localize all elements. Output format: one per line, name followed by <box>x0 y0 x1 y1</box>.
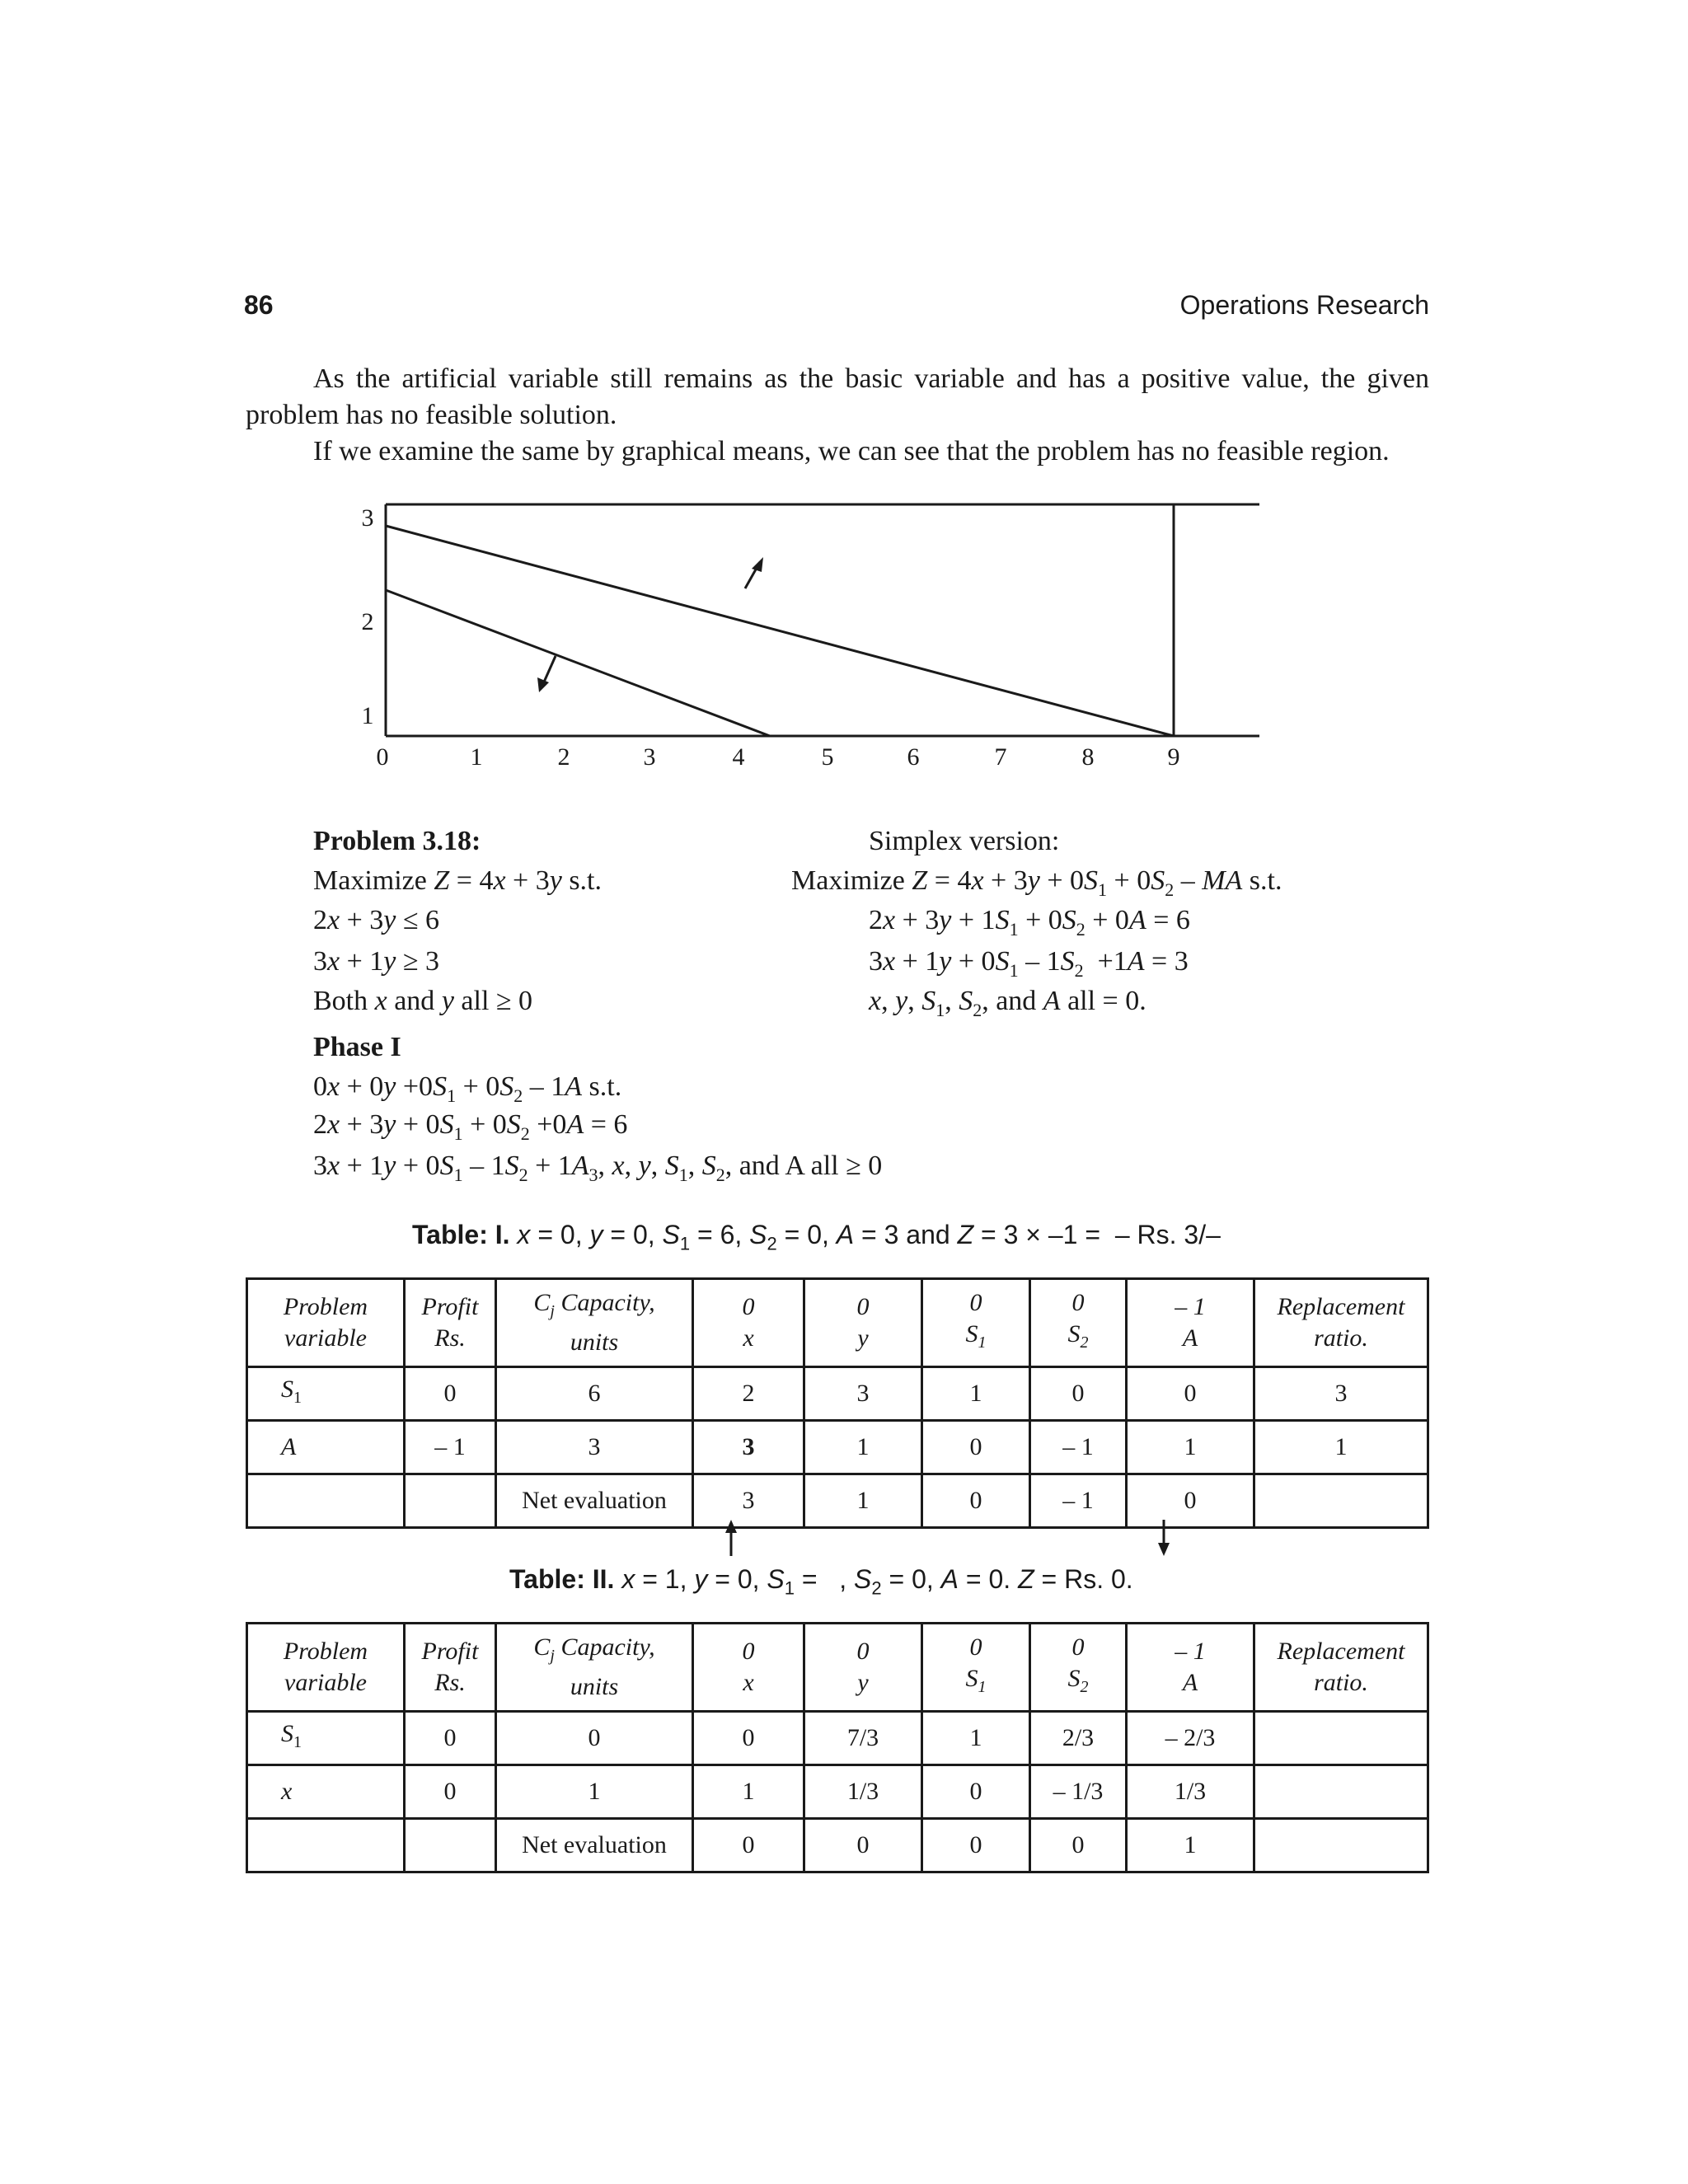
table-cell: 0 <box>405 1712 496 1765</box>
table-cell: – 2/3 <box>1127 1712 1254 1765</box>
y-tick: 2 <box>361 608 374 635</box>
y-tick: 3 <box>361 504 374 532</box>
table-cell: 1/3 <box>1127 1765 1254 1819</box>
table-row <box>247 1819 1428 1872</box>
phase-line-3: $3x + 1y + 0S_1 - 1S_2 + 1A_3$, x, y, $S_1$, $S_2$, and A all ≥ 0 <box>313 1151 883 1185</box>
entering-arrow-icon <box>725 1520 737 1533</box>
header-cell: 0 $S_1$ <box>922 1624 1030 1712</box>
x-tick: 8 <box>1081 743 1095 771</box>
header-cell: Profit Rs. <box>405 1279 496 1367</box>
table-cell: 0 <box>922 1819 1030 1872</box>
table-cell: – 1/3 <box>1030 1765 1127 1819</box>
table-2-caption: Table: II. x = 1, y = 0, $S_1$ = , $S_2 = 0$, A = 0. Z = Rs. 0. <box>509 1564 1133 1599</box>
table-cell: 0 <box>1030 1819 1127 1872</box>
table-cell: 1 <box>1127 1421 1254 1474</box>
table-cell: 0 <box>693 1819 804 1872</box>
header-cell: 0 x <box>693 1624 804 1712</box>
x-tick: 4 <box>732 743 745 771</box>
pivot-cell: 3 <box>693 1421 804 1474</box>
x-tick: 5 <box>821 743 834 771</box>
table-cell: 2/3 <box>1030 1712 1127 1765</box>
table-cell: Net evaluation <box>496 1819 693 1872</box>
constraint-line-1 <box>386 526 1174 736</box>
problem-constraint-1: 2x + 3y ≤ 6 <box>313 905 440 935</box>
feasibility-graph <box>0 0 1688 791</box>
table-cell: 2 <box>693 1367 804 1421</box>
arrow-down-icon <box>537 677 549 692</box>
header-cell: 0 x <box>693 1279 804 1367</box>
x-tick: 7 <box>994 743 1007 771</box>
table-cell: 3 <box>1254 1367 1428 1421</box>
header-cell: 0 $S_2$ <box>1030 1279 1127 1367</box>
table-cell: 0 <box>1030 1367 1127 1421</box>
table-cell: 1 <box>1254 1421 1428 1474</box>
table-cell: – 1 <box>1030 1421 1127 1474</box>
phase-line-1: $0x + 0y +0S_1 + 0S_2 - 1A$ s.t. <box>313 1071 622 1106</box>
table-row <box>247 1712 1428 1765</box>
phase-title: Phase I <box>313 1032 401 1062</box>
table-cell: 0 <box>405 1367 496 1421</box>
x-tick: 0 <box>376 743 389 771</box>
leaving-arrow-icon <box>1158 1543 1170 1556</box>
table-cell <box>247 1819 405 1872</box>
table-header-row <box>247 1624 1428 1712</box>
table-cell: 0 <box>922 1765 1030 1819</box>
table-cell: 0 <box>496 1712 693 1765</box>
table-cell: 0 <box>804 1819 922 1872</box>
table-cell: 1 <box>922 1367 1030 1421</box>
table-row <box>247 1421 1428 1474</box>
table-cell: 1 <box>804 1474 922 1528</box>
table-cell: 0 <box>922 1421 1030 1474</box>
problem-nonnegativity: Both x and y all ≥ 0 <box>313 986 533 1016</box>
table-cell: 7/3 <box>804 1712 922 1765</box>
simplex-table-1 <box>246 1277 1429 1529</box>
problem-objective: Maximize Z = 4x + 3y s.t. <box>313 865 603 896</box>
x-tick: 6 <box>907 743 920 771</box>
header-cell: – 1 A <box>1127 1624 1254 1712</box>
table-cell: x <box>247 1765 405 1819</box>
header-cell: $C_j$ Capacity, units <box>496 1279 693 1367</box>
simplex-constraint-1: $2x + 3y + 1S_1 + 0S_2 + 0A = 6$ <box>869 905 1190 940</box>
phase-line-2: $2x + 3y + 0S_1 + 0S_2 +0A = 6$ <box>313 1109 628 1144</box>
table-cell: 0 <box>922 1474 1030 1528</box>
simplex-table-2 <box>246 1622 1429 1873</box>
table-cell: 1 <box>693 1765 804 1819</box>
intro-paragraph-1: As the artificial variable still remains as the basic variable and has a positive value, the given problem has no feasible solution. <box>246 363 1429 430</box>
table-cell: – 1 <box>1030 1474 1127 1528</box>
header-cell: – 1 A <box>1127 1279 1254 1367</box>
table-row <box>247 1765 1428 1819</box>
table-1-caption: Table: I. x = 0, y = 0, $S_1 = 6$, $S_2 = 0$, A = 3 and Z = 3 × –1 = – Rs. 3/– <box>412 1220 1221 1254</box>
header-cell: 0 y <box>804 1279 922 1367</box>
table-cell: 0 <box>1127 1474 1254 1528</box>
pivot-arrows <box>0 1516 1688 1566</box>
header-cell: 0 $S_1$ <box>922 1279 1030 1367</box>
table-cell: 0 <box>693 1712 804 1765</box>
table-cell: $S_1$ <box>247 1367 405 1421</box>
table-cell <box>405 1819 496 1872</box>
header-cell: Replacement ratio. <box>1254 1624 1428 1712</box>
table-cell: 1 <box>804 1421 922 1474</box>
table-row <box>247 1367 1428 1421</box>
table-cell: 6 <box>496 1367 693 1421</box>
table-cell: 1 <box>496 1765 693 1819</box>
table-cell: 3 <box>496 1421 693 1474</box>
running-head: Operations Research <box>1179 290 1429 320</box>
header-cell: Profit Rs. <box>405 1624 496 1712</box>
table-cell <box>1254 1765 1428 1819</box>
table-cell: 0 <box>405 1765 496 1819</box>
simplex-title: Simplex version: <box>869 826 1060 856</box>
simplex-objective: Maximize $Z = 4x + 3y + 0S_1 + 0S_2$ – MA s.t. <box>791 865 1282 900</box>
table-cell: 3 <box>693 1474 804 1528</box>
table-cell: 3 <box>804 1367 922 1421</box>
x-tick: 2 <box>557 743 570 771</box>
problem-constraint-2: 3x + 1y ≥ 3 <box>313 946 440 977</box>
x-tick: 9 <box>1167 743 1180 771</box>
table-cell <box>1254 1819 1428 1872</box>
x-tick: 3 <box>643 743 656 771</box>
table-cell: 1 <box>1127 1819 1254 1872</box>
table-cell <box>1254 1712 1428 1765</box>
table-cell: – 1 <box>405 1421 496 1474</box>
header-cell: $C_j$ Capacity, units <box>496 1624 693 1712</box>
header-cell: Replacement ratio. <box>1254 1279 1428 1367</box>
table-cell: 1 <box>922 1712 1030 1765</box>
table-cell: A <box>247 1421 405 1474</box>
simplex-constraint-2: $3x + 1y + 0S_1 - 1S_2 +1A = 3$ <box>869 946 1189 981</box>
table-cell: 1/3 <box>804 1765 922 1819</box>
table-cell: 0 <box>1127 1367 1254 1421</box>
y-tick: 1 <box>361 702 374 729</box>
header-cell: 0 $S_2$ <box>1030 1624 1127 1712</box>
header-cell: 0 y <box>804 1624 922 1712</box>
x-tick: 1 <box>470 743 483 771</box>
arrow-up-icon <box>752 557 763 572</box>
simplex-nonnegativity: x, y, $S_1$, $S_2$, and A all = 0. <box>869 986 1146 1020</box>
page-number: 86 <box>244 290 274 320</box>
intro-paragraph-2: If we examine the same by graphical means, we can see that the problem has no feasible region. <box>313 436 1390 466</box>
header-cell: Problem variable <box>247 1279 405 1367</box>
problem-title: Problem 3.18: <box>313 826 481 856</box>
table-cell: $S_1$ <box>247 1712 405 1765</box>
table-cell: Net evaluation <box>496 1474 693 1528</box>
table-header-row <box>247 1279 1428 1367</box>
header-cell: Problem variable <box>247 1624 405 1712</box>
